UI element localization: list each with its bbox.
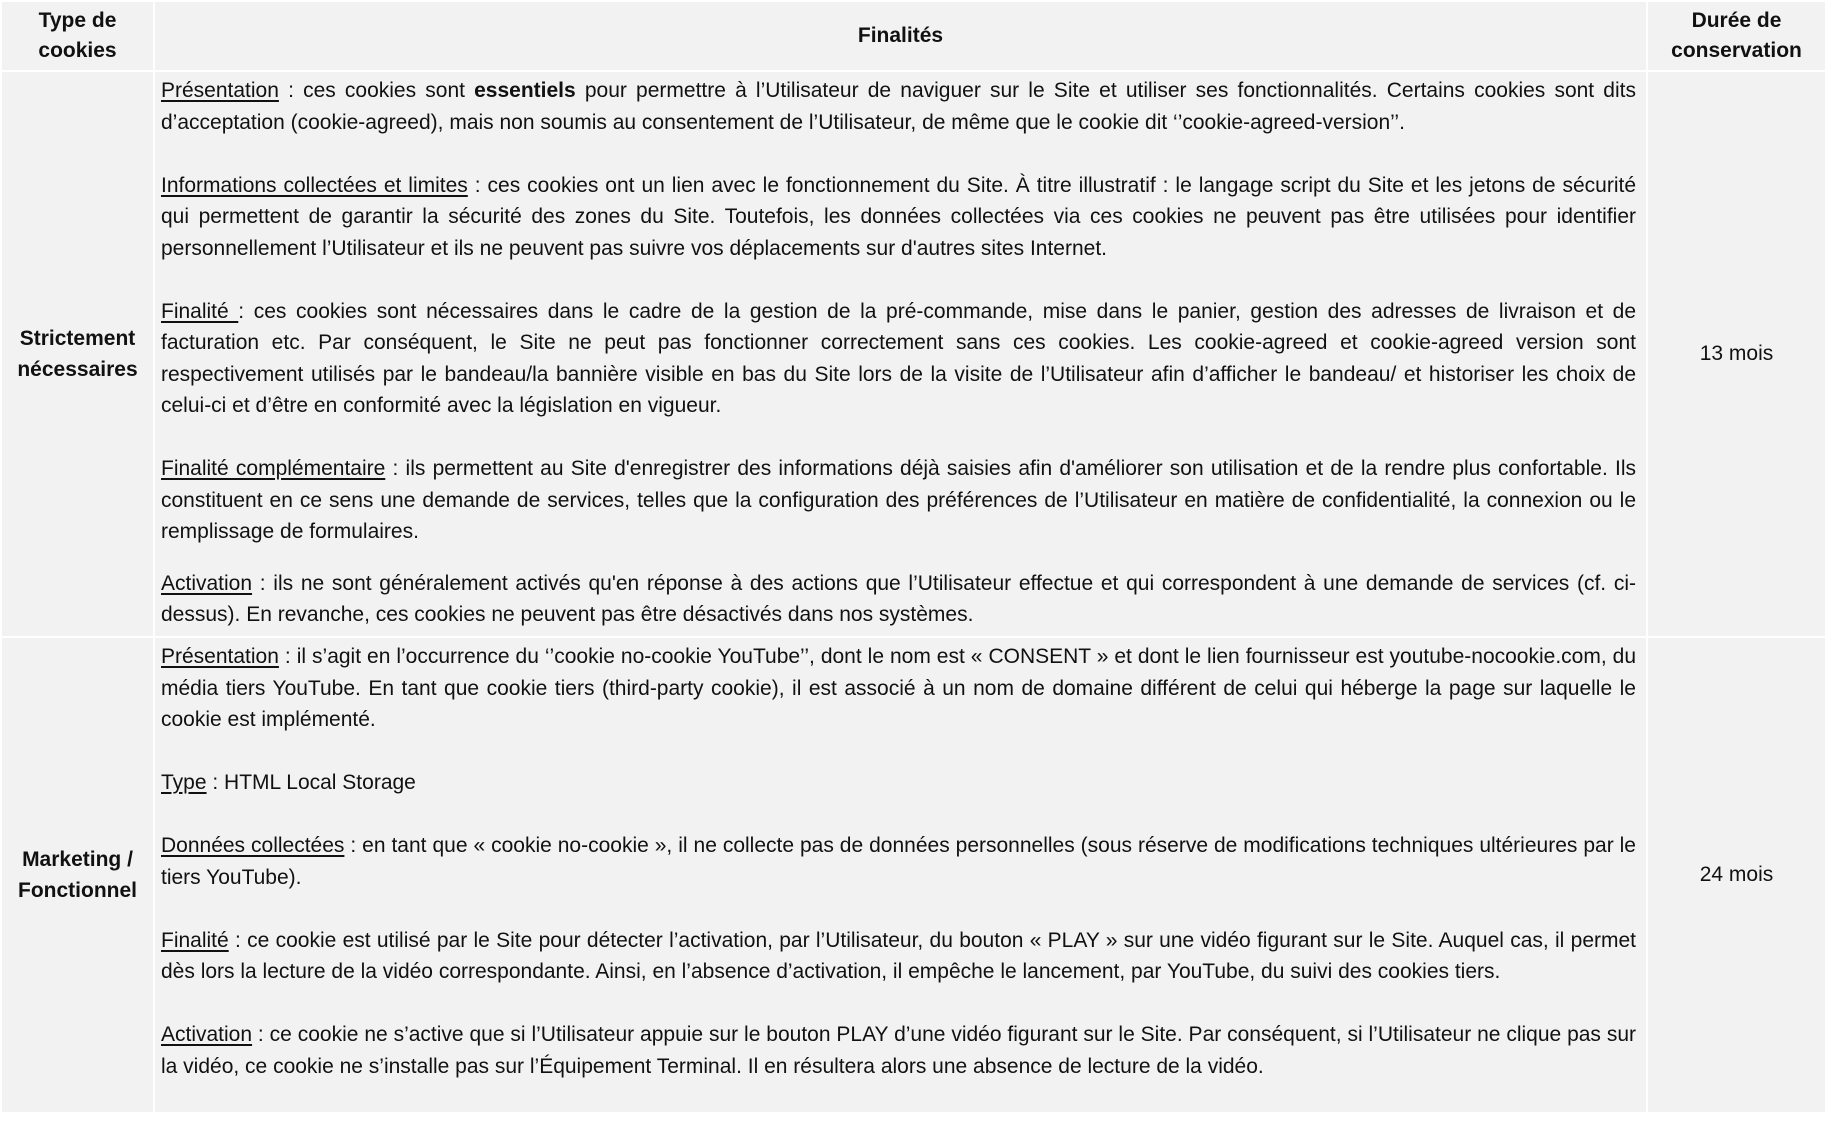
paragraph-text: ces cookies ont un lien avec le fonctionnement du Site. À titre illustratif : le langage script du Site et les jetons de sécurité qui permettent de garantir la sécurité des zones du Site. Toutefois, les données collectées via ces cookies ne peuvent pas être utilisées pour identifier personnellement l’Utilisateur et ils ne peuvent pas suivre vos déplacements sur d'autres sites Internet. [161,173,1636,260]
cookie-type-label: Marketing / Fonctionnel [18,848,137,902]
paragraph-type [161,767,1636,799]
paragraph-text: HTML Local Storage [224,771,416,794]
cookies-table [2,2,1825,1112]
paragraph-label: Type [161,771,207,794]
paragraph-text: pour permettre à l’Utilisateur de naviguer sur le Site et utiliser ses fonctionnalités. Certains cookies sont dits d’acceptation (cookie-agreed), mais non soumis au consentement de l’Utilisateur, de même que le cookie dit ‘’cookie-agreed-version’’. [161,79,1636,134]
paragraph-finalite [161,925,1636,988]
paragraph-separator: : [238,299,254,323]
paragraph-separator: : [344,834,363,857]
paragraph-separator: : [467,173,488,197]
paragraph-text: ce cookie ne s’active que si l’Utilisateur appuie sur le bouton PLAY d’une vidéo figurant sur le Site. Par conséquent, si l’Utilisateur ne clique pas sur la vidéo, ce cookie ne s’installe pas sur l’Équipement Terminal. Il en résultera alors une absence de lecture de la vidéo. [161,1023,1636,1078]
paragraph-text: ils permettent au Site d'enregistrer des informations déjà saisies afin d'améliorer son utilisation et de la rendre plus confortable. Ils constituent en ce sens une demande de services, telles que la configuration des préférences de l’Utilisateur en matière de confidentialité, la connexion ou le remplissage de formulaires. [161,457,1636,543]
paragraph-separator: : [278,645,297,668]
paragraph-separator: : [278,79,304,102]
paragraph-label: Informations collectées et limites [161,173,468,197]
paragraph-donnees-collectees [161,830,1636,893]
paragraph-label: Activation [161,571,253,595]
header-duree-label: Durée de conservation [1671,9,1802,62]
duree-value: 24 mois [1699,863,1774,886]
paragraph-separator: : [228,928,248,952]
paragraph-separator: : [252,1023,270,1046]
paragraph-text: ce cookie est utilisé par le Site pour détecter l’activation, par l’Utilisateur, du bouton « PLAY » sur une vidéo figurant sur le Site. Auquel cas, il permet dès lors la lecture de la vidéo correspondante. Ainsi, en l’absence d’activation, il empêche le lancement, par YouTube, du suivi des cookies tiers. [161,928,1636,983]
paragraph-text: ces cookies sont nécessaires dans le cadre de la gestion de la pré-commande, mise dans le panier, gestion des adresses de livraison et de facturation etc. Par conséquent, le Site ne peut pas fonctionner correctement sans ces cookies. Les cookie-agreed et cookie-agreed version sont respectivement utilisés par le bandeau/la bannière visible en bas du Site lors de la visite de l’Utilisateur afin d’afficher le bandeau/ et historiser les choix de celui-ci et d’être en conformité avec la législation en vigueur. [161,299,1636,417]
paragraph-finalite-complementaire [161,453,1636,548]
paragraph-finalite [161,296,1636,422]
paragraph-text: il s’agit en l’occurrence du ‘’cookie no-cookie YouTube’’, dont le nom est « CONSENT » et dont le lien fournisseur est youtube-nocookie.com, du média tiers YouTube. En tant que cookie tiers (third-party cookie), il est associé à un nom de domaine différent de celui qui héberge la page sur laquelle le cookie est implémenté. [161,645,1636,731]
row-strictement-necessaires-finalites [155,72,1646,636]
paragraph-separator: : [252,571,274,595]
paragraph-presentation [161,641,1636,736]
paragraph-label: Finalité [161,299,239,323]
row-strictement-necessaires-duree [1648,72,1825,636]
paragraph-text: ces cookies sont [303,79,475,102]
paragraph-bold-text: essentiels [474,79,576,102]
paragraph-label: Activation [161,1023,253,1046]
row-marketing-fonctionnel-duree [1648,638,1825,1112]
header-finalites [155,2,1646,70]
paragraph-informations-collectees [161,170,1636,265]
duree-value: 13 mois [1699,342,1774,365]
row-marketing-fonctionnel-type [2,638,153,1112]
cookie-type-label: Strictement nécessaires [17,327,138,381]
paragraph-label: Présentation [161,79,279,102]
header-type-de-cookies [2,2,153,70]
row-marketing-fonctionnel-finalites [155,638,1646,1112]
paragraph-text: en tant que « cookie no-cookie », il ne collecte pas de données personnelles (sous réserve de modifications techniques ultérieures par le tiers YouTube). [161,834,1636,889]
paragraph-activation [161,568,1636,631]
header-finalites-label: Finalités [857,24,944,47]
paragraph-label: Présentation [161,645,279,668]
paragraph-presentation [161,75,1636,138]
paragraph-text: ils ne sont généralement activés qu'en réponse à des actions que l’Utilisateur effectue et qui correspondent à une demande de services (cf. ci-dessus). En revanche, ces cookies ne peuvent pas être désactivés dans nos systèmes. [161,571,1636,626]
paragraph-separator: : [385,457,406,480]
header-duree-conservation [1648,2,1825,70]
paragraph-separator: : [206,771,225,794]
paragraph-label: Finalité [161,928,229,952]
paragraph-label: Données collectées [161,834,345,857]
paragraph-label: Finalité complémentaire [161,457,386,480]
row-strictement-necessaires-type [2,72,153,636]
paragraph-activation [161,1019,1636,1082]
header-type-label: Type de cookies [38,9,117,62]
